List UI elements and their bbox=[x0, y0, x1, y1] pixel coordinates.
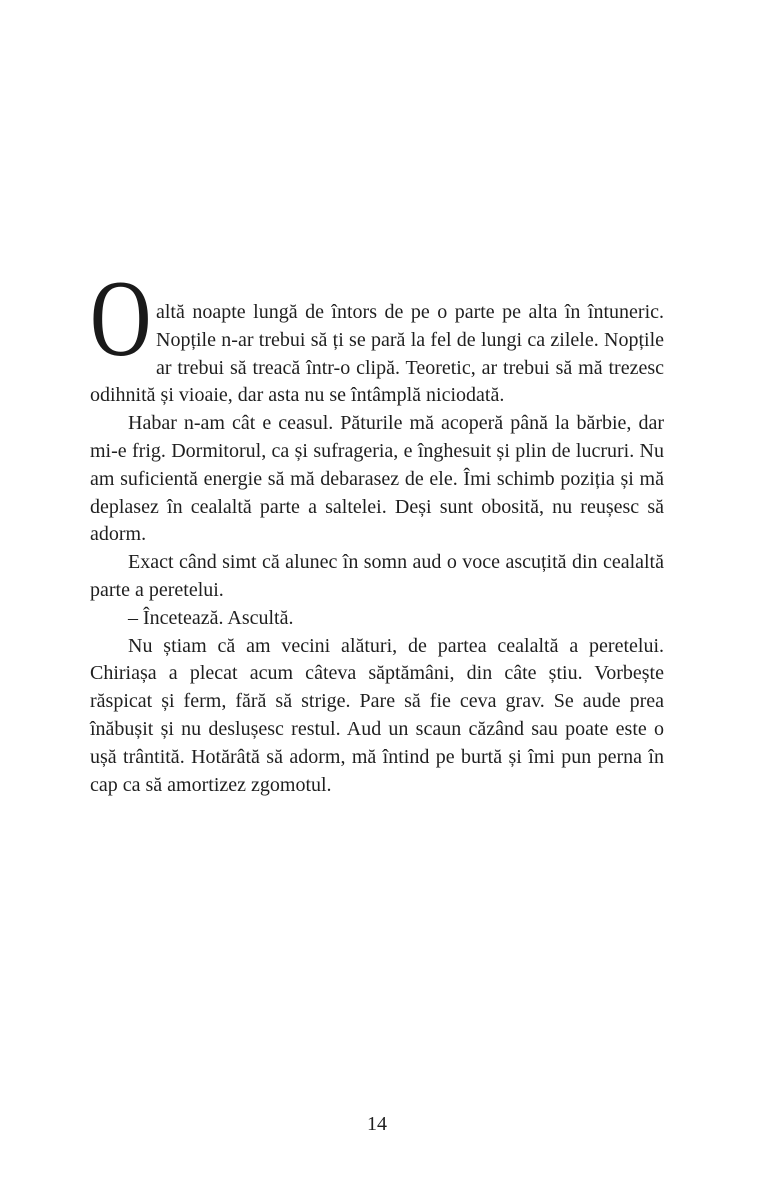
paragraph-text: Nu știam că am vecini alături, de partea cealaltă a peretelui. Chiriașa a plecat acum câteva săptămâni, din câte știu. Vorbește răspicat și ferm, fără să strige. Pare să fie ceva grav. Se aude prea înăbușit și nu deslușesc restul. Aud un scaun căzând sau poate este o ușă trântită. Hotărâtă să adorm, mă întind pe burtă și îmi pun perna în cap ca să amortizez zgomotul. bbox=[90, 634, 664, 796]
drop-cap-letter: O bbox=[90, 258, 152, 379]
paragraph-text: altă noapte lungă de întors de pe o parte pe alta în întuneric. Nopțile n-ar trebui să ți se pară la fel de lungi ca zilele. Nopțile ar trebui să treacă într-o clipă. Teoretic, ar trebui să mă trezesc odihnită și vioaie, dar asta nu se întâmplă niciodată. bbox=[90, 301, 664, 407]
paragraph-text: Exact când simt că alunec în somn aud o voce ascuțită din cealaltă parte a peretelui. bbox=[90, 551, 664, 601]
paragraph-dialogue: – Încetează. Ascultă. bbox=[128, 606, 294, 629]
paragraph-text: Habar n-am cât e ceasul. Păturile mă acoperă până la bărbie, dar mi-e frig. Dormitorul, ca și sufrageria, e înghesuit și plin de lucruri. Nu am suficientă energie să mă debarasez de ele. Îmi schimb poziția și mă deplasez în cealaltă parte a saltelei. Deși sunt obosită, nu reușesc să adorm. bbox=[90, 412, 664, 546]
drop-cap bbox=[90, 258, 156, 379]
paragraph-opening bbox=[90, 258, 664, 410]
body-text-block bbox=[90, 258, 664, 799]
page-number: 14 bbox=[367, 1113, 387, 1135]
